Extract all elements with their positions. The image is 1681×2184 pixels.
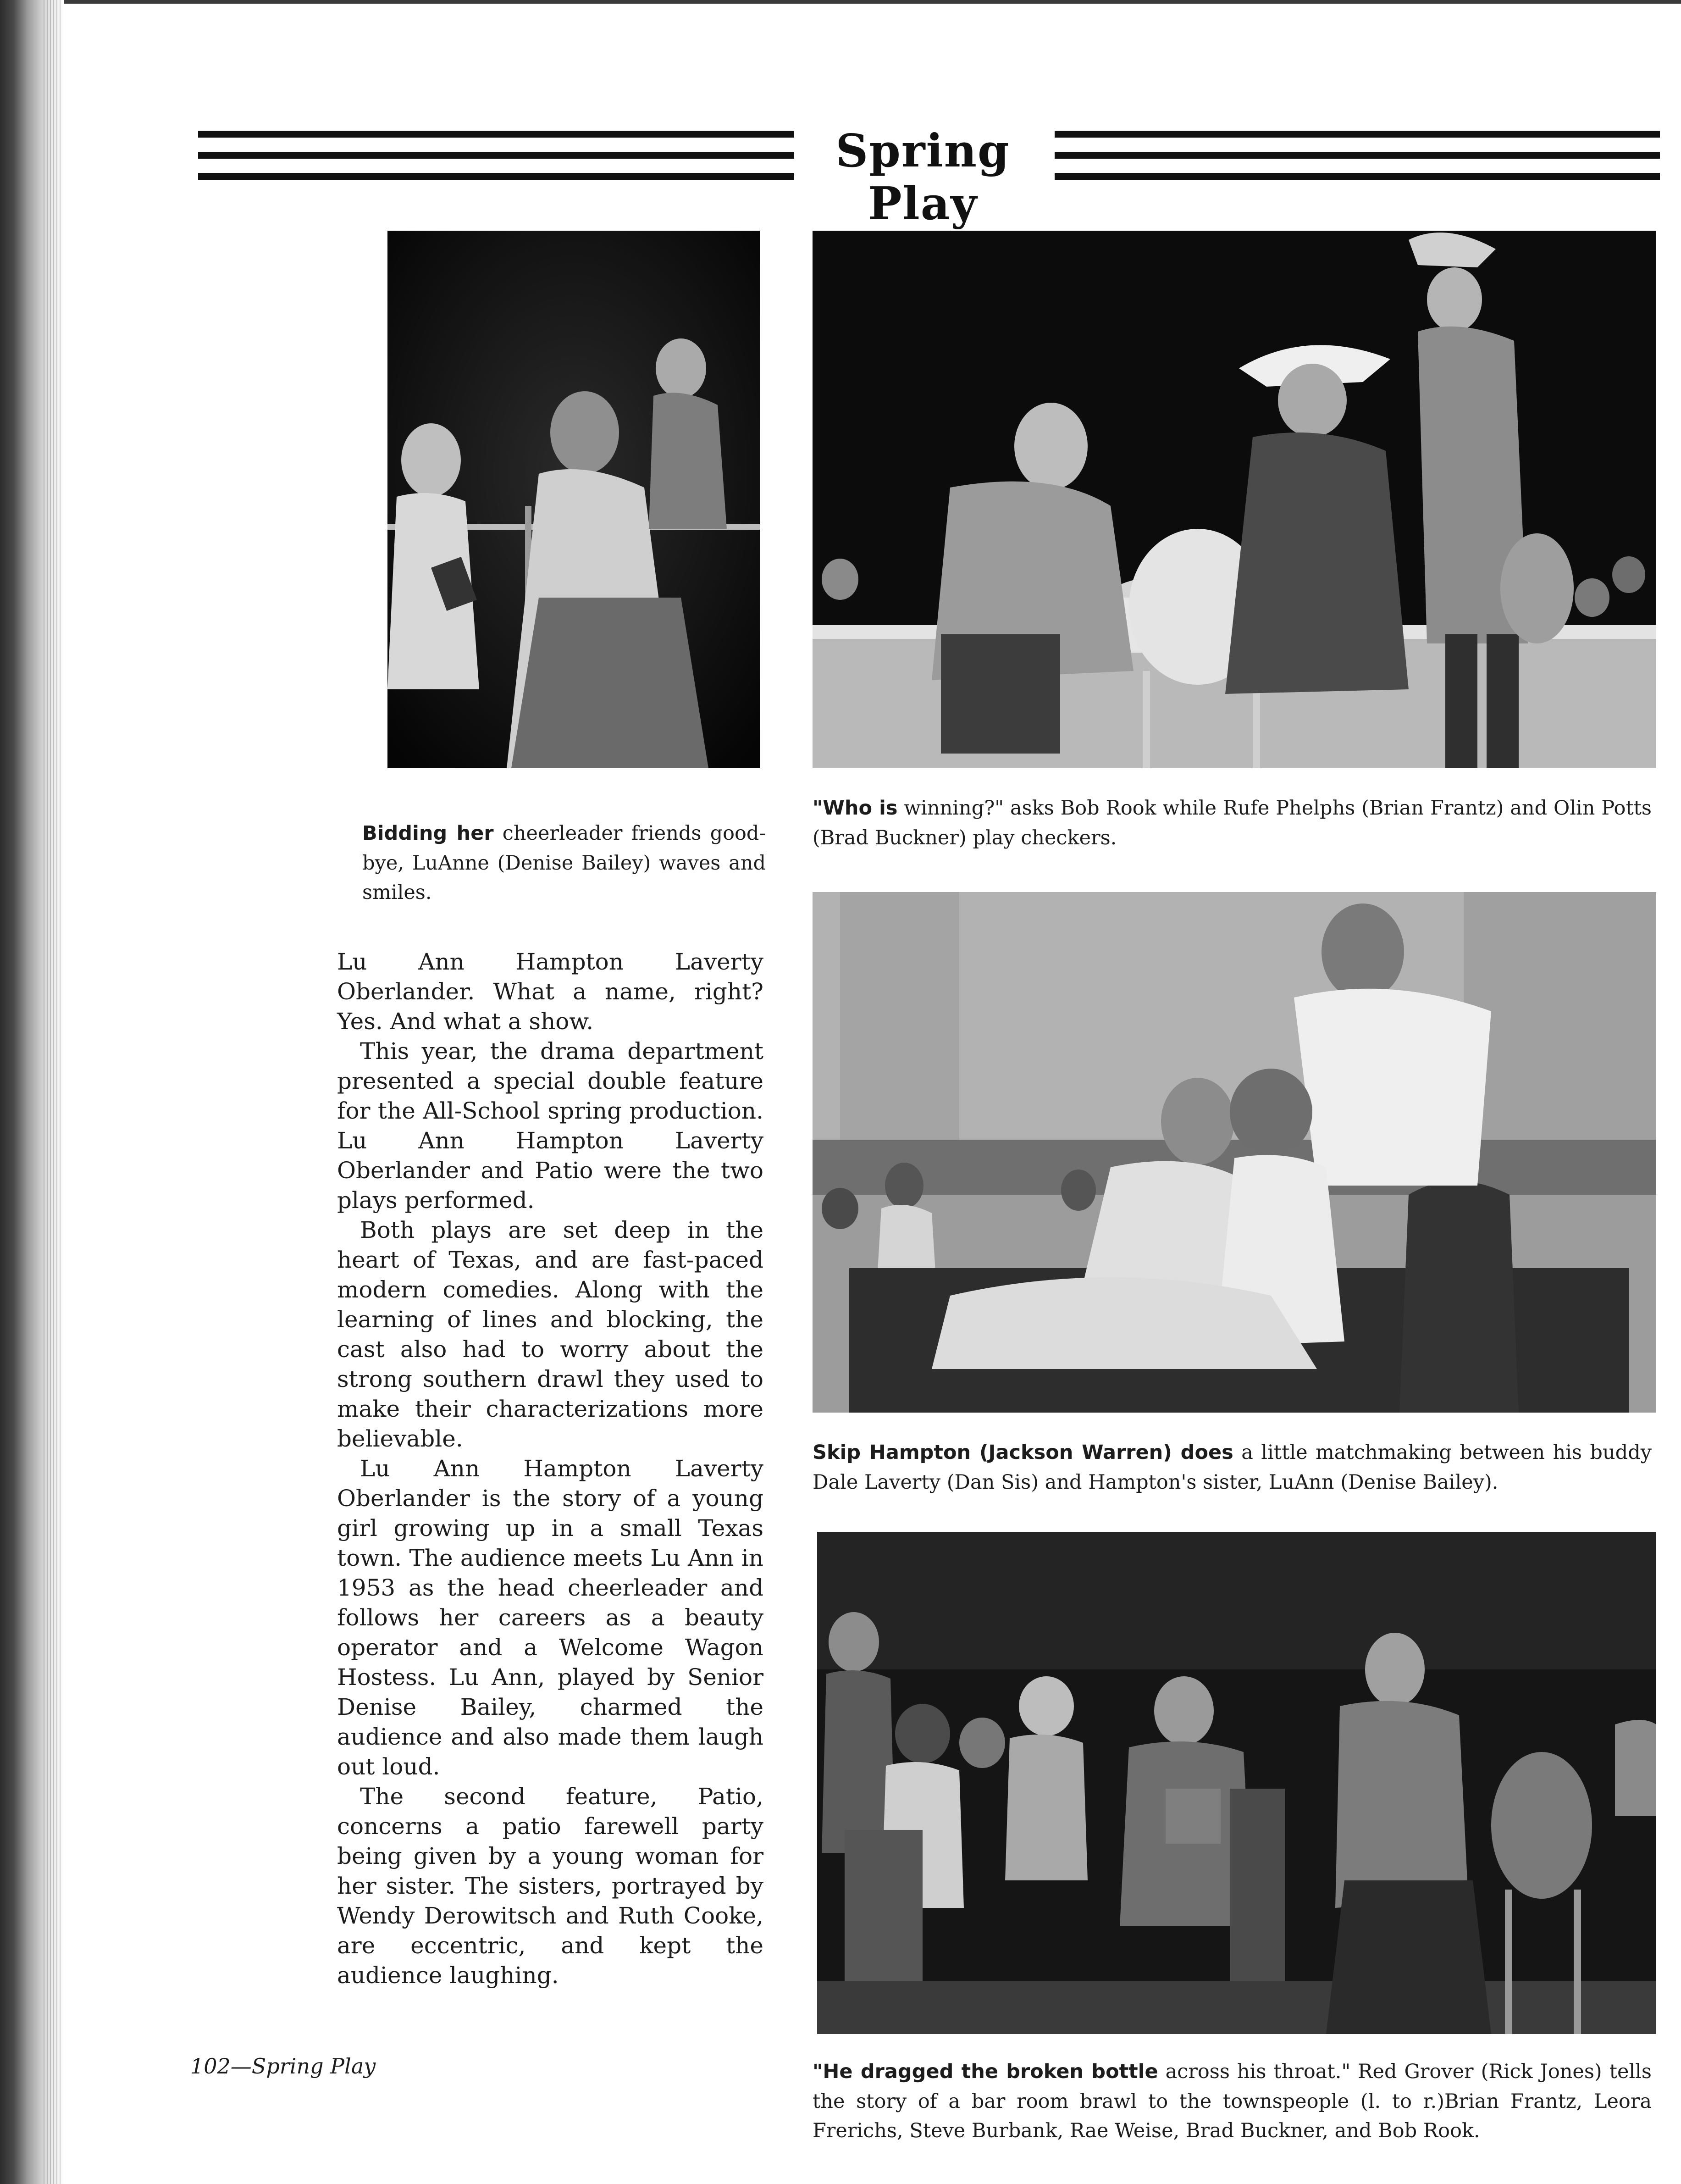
caption-lead: Bidding her <box>362 822 494 845</box>
caption-text: a little matchmaking between his buddy Dale Laverty (Dan Sis) and Hampton's sister, LuAnn (Denise Bailey). <box>813 1441 1652 1494</box>
photo-bar-room <box>817 1532 1656 2034</box>
title-rule-left <box>198 131 794 183</box>
photo-matchmaking <box>813 892 1656 1413</box>
photo-checkers <box>813 231 1656 768</box>
article-paragraph: The second feature, Patio, concerns a patio farewell party being given by a young woman for her sister. The sisters, portrayed by Wendy Derowitsch and Ruth Cooke, are eccentric, and kept the audience laughing. <box>337 1783 763 1989</box>
article-paragraph: This year, the drama department presented a special double feature for the All-School spring production. Lu Ann Hampton Laverty Oberlander and Patio were the two plays performed. <box>337 1038 763 1214</box>
caption-bar-room <box>813 2057 1652 2146</box>
caption-matchmaking <box>813 1438 1652 1497</box>
caption-text: cheerleader friends good-bye, LuAnne (Denise Bailey) waves and smiles. <box>362 822 766 904</box>
caption-lead: "Who is <box>813 797 898 820</box>
page-title: Spring Play <box>835 125 1010 230</box>
caption-lead: Skip Hampton (Jackson Warren) does <box>813 1441 1233 1464</box>
page-edges <box>44 0 62 2184</box>
photo-bidding-goodbye <box>387 231 760 768</box>
caption-bidding <box>362 819 766 908</box>
page-top-edge <box>0 0 1681 4</box>
article-paragraph: Lu Ann Hampton Laverty Oberlander. What a name, right? Yes. And what a show. <box>337 948 763 1035</box>
caption-checkers <box>813 793 1652 853</box>
caption-text: across his throat." Red Grover (Rick Jones) tells the story of a bar room brawl to the townspeople (l. to r.)Brian Frantz, Leora Frerichs, Steve Burbank, Rae Weise, Brad Buckner, and Bob Rook. <box>813 2060 1652 2142</box>
caption-lead: "He dragged the broken bottle <box>813 2060 1158 2083</box>
caption-text: winning?" asks Bob Rook while Rufe Phelphs (Brian Frantz) and Olin Potts (Brad Buckner) play checkers. <box>813 797 1652 849</box>
article-body <box>337 947 763 1990</box>
article-paragraph: Lu Ann Hampton Laverty Oberlander is the story of a young girl growing up in a small Texas town. The audience meets Lu Ann in 1953 as the head cheerleader and follows her careers as a beauty operator and a Welcome Wagon Hostess. Lu Ann, played by Senior Denise Bailey, charmed the audience and also made them laugh out loud. <box>337 1455 763 1780</box>
article-paragraph: Both plays are set deep in the heart of Texas, and are fast-paced modern comedies. Along with the learning of lines and blocking, the cast also had to worry about the strong southern drawl they used to make their characterizations more believable. <box>337 1217 763 1452</box>
title-rule-right <box>1055 131 1660 183</box>
page-folio: 102—Spring Play <box>190 2054 376 2079</box>
